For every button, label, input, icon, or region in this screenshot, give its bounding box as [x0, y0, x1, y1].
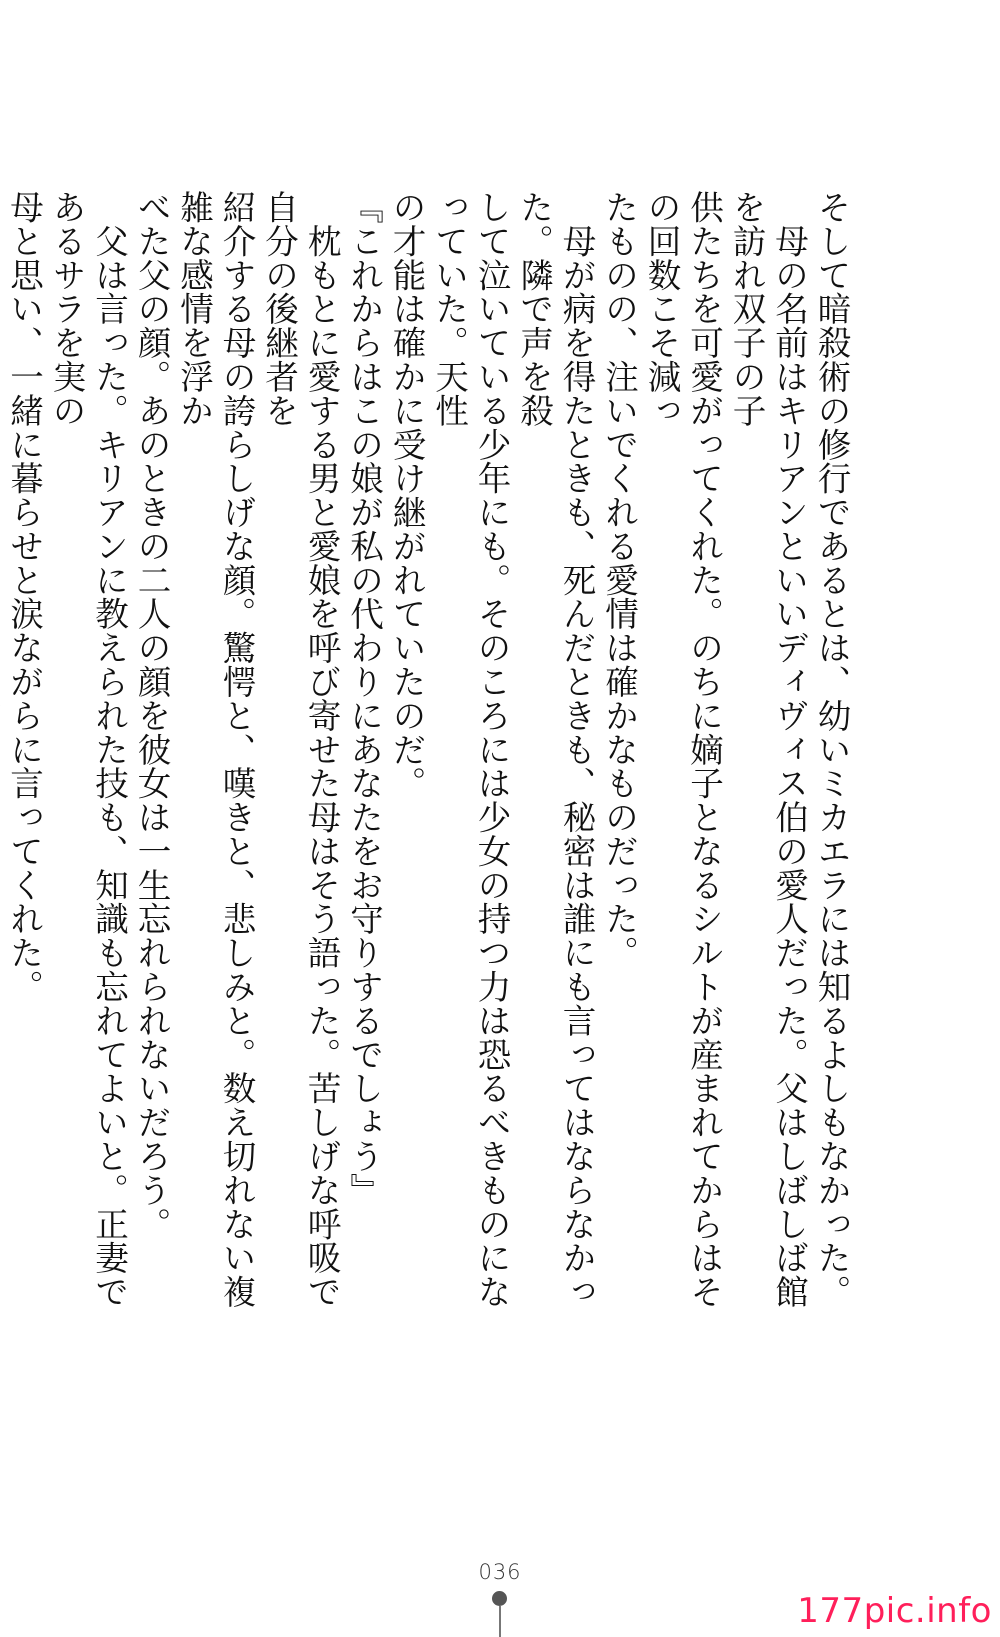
watermark: 177pic.info — [797, 1591, 992, 1631]
text-line: 母が病を得たときも、死んだときも、秘密は誰にも言ってはならなかった。隣で声を殺 — [514, 190, 596, 1309]
text-line: 紹介する母の誇らしげな顔。驚愕と、嘆きと、悲しみと。数え切れない複雑な感情を浮か — [174, 190, 256, 1309]
text-line: たものの、注いでくれる愛情は確かなものだった。 — [599, 190, 639, 970]
text-line: 母の名前はキリアンといいディヴィス伯の愛人だった。父はしばしば館を訪れ双子の子 — [727, 190, 809, 1309]
text-line: 母と思い、一緒に暮らせと涙ながらに言ってくれた。 — [4, 190, 44, 1004]
text-line: 枕もとに愛する男と愛娘を呼び寄せた母はそう語った。苦しげな呼吸で自分の後継者を — [259, 190, 341, 1309]
page-marker-dot-icon — [492, 1591, 507, 1606]
text-line: べた父の顔。あのときの二人の顔を彼女は一生忘れられないだろう。 — [132, 190, 171, 1241]
text-line: そして暗殺術の修行であるとは、幼いミカエラには知るよしもなかった。 — [812, 190, 851, 1309]
text-line: して泣いている少年にも。そのころには少女の持つ力は恐るべきものになっていた。天性 — [429, 190, 511, 1309]
text-line — [0, 190, 2, 1330]
page-number: 036 — [478, 1560, 522, 1584]
vertical-text-body — [4, 190, 852, 1330]
text-line: の才能は確かに受け継がれていたのだ。 — [387, 190, 426, 801]
text-line: 『これからはこの娘が私の代わりにあなたをお守りするでしょう』 — [344, 190, 384, 1207]
text-line: 父は言った。キリアンに教えられた技も、知識も忘れてよいと。正妻であるサラを実の — [47, 190, 129, 1309]
page-marker-line — [499, 1606, 501, 1637]
text-line: 供たちを可愛がってくれた。のちに嫡子となるシルトが産まれてからはその回数こそ減っ — [642, 190, 724, 1309]
